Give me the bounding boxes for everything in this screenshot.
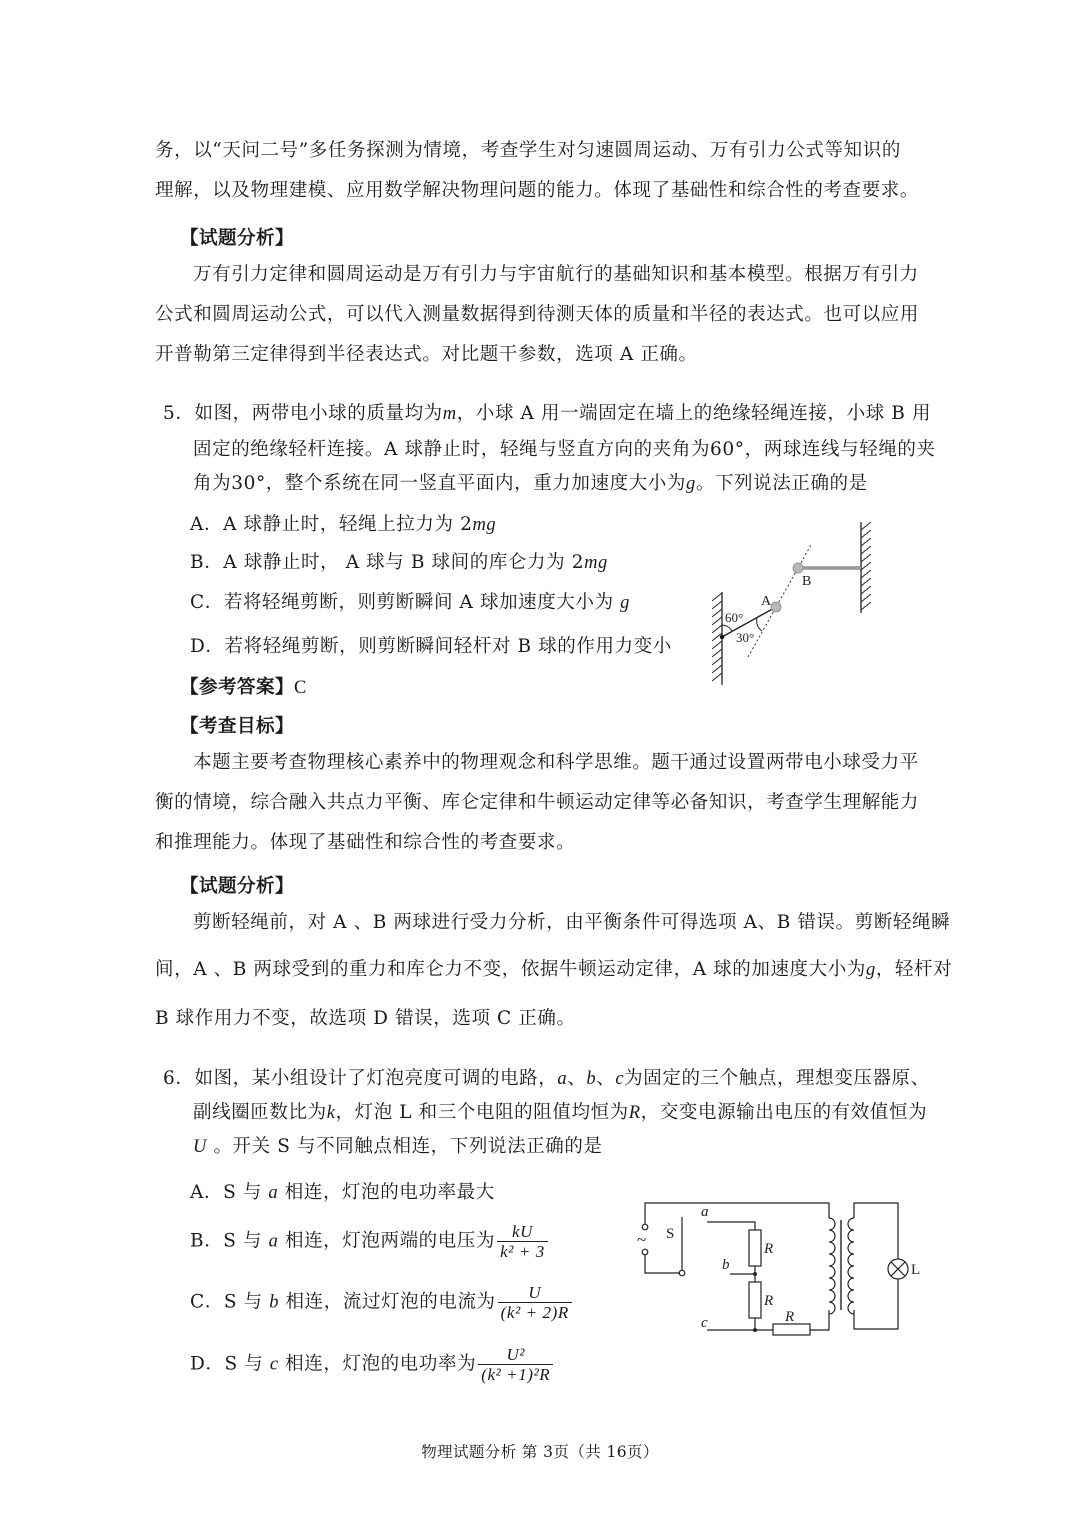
q5-stem-line-2: 固定的绝缘轻杆连接。A 球静止时，轻绳与竖直方向的夹角为60°，两球连线与轻绳的夹 — [193, 439, 936, 460]
angle-30-arc — [757, 618, 762, 631]
page-footer: 物理试题分析 第 3页（共 16页） — [421, 1443, 659, 1461]
contact-c-label: c — [701, 1315, 708, 1331]
rope-anchor-dot — [720, 635, 724, 639]
q5-option-c: C．若将轻绳剪断，则剪断瞬间 A 球加速度大小为 g — [190, 592, 631, 613]
q5-answer-value: C — [294, 678, 307, 698]
resistor-1-label: R — [764, 1241, 774, 1257]
q5-analysis-line-2: 间，A 、B 两球受到的重力和库仑力不变，依据牛顿运动定律，A 球的加速度大小为g，轻杆对 — [155, 959, 953, 980]
switch-label: S — [666, 1226, 675, 1242]
q6-stem-line-3: U 。开关 S 与不同触点相连，下列说法正确的是 — [193, 1136, 603, 1157]
q5-analysis-header: 【试题分析】 — [180, 876, 295, 897]
q6-option-b: B．S 与 a 相连，灯泡两端的电压为 $\frac{kU}{\text{k² + 3}}$ — [190, 1222, 548, 1261]
q5-number: 5． — [163, 403, 195, 424]
q6-circuit-diagram — [625, 1190, 935, 1345]
q6-option-a: A．S 与 a 相连，灯泡的电功率最大 — [190, 1182, 495, 1203]
q4-goal-line-2: 理解，以及物理建模、应用数学解决物理问题的能力。体现了基础性和综合性的考查要求。 — [155, 180, 920, 201]
q5-analysis-line-1: 剪断轻绳前，对 A 、B 两球进行受力分析，由平衡条件可得选项 A、B 错误。剪断轻绳瞬 — [193, 912, 951, 933]
contact-b-label: b — [722, 1257, 730, 1273]
q5-option-b: B．A 球静止时， A 球与 B 球间的库仑力为 2mg — [190, 552, 608, 573]
q4-analysis-line-1: 万有引力定律和圆周运动是万有引力与宇宙航行的基础知识和基本模型。根据万有引力 — [193, 264, 919, 285]
junction-c — [753, 1328, 757, 1332]
q5-answer — [180, 673, 307, 699]
resistor-2 — [749, 1282, 761, 1318]
switch-pivot — [679, 1270, 685, 1276]
fraction: $\frac{kU}{\text{k² + 3}}$ — [497, 1222, 548, 1261]
primary-coil — [829, 1218, 835, 1314]
junction-b — [753, 1272, 757, 1276]
q4-goal-line-1: 务，以“天问二号”多任务探测为情境，考查学生对匀速圆周运动、万有引力公式等知识的 — [155, 140, 901, 161]
lamp-label: L — [911, 1262, 921, 1278]
fraction: $\frac{\text{U²}}{\text{(k² +1)²R}}$ — [478, 1345, 553, 1384]
ball-a — [771, 602, 781, 612]
ball-b — [793, 563, 803, 573]
ac-terminal-top — [642, 1224, 648, 1230]
contact-a-label: a — [701, 1204, 709, 1220]
label-ball-a: A — [761, 594, 772, 609]
q5-stem-line-3: 角为30°，整个系统在同一竖直平面内，重力加速度大小为g。下列说法正确的是 — [193, 473, 868, 494]
resistor-3 — [773, 1324, 810, 1335]
dotted-connecting-line — [748, 545, 811, 657]
q6-option-c: C．S 与 b 相连，流过灯泡的电流为 $\frac{U}{\text{(k² + 2)R}}$ — [190, 1283, 572, 1322]
q6-option-d: D．S 与 c 相连，灯泡的电功率为 $\frac{\text{U²}}{\text{(k² +1)²R}}$ — [190, 1345, 553, 1384]
top-wire — [645, 1203, 829, 1224]
q5-analysis-line-3: B 球作用力不变，故选项 D 错误，选项 C 正确。 — [155, 1008, 576, 1029]
q4-analysis-header: 【试题分析】 — [180, 228, 295, 249]
label-angle-30: 30° — [736, 630, 755, 645]
label-ball-b: B — [802, 574, 812, 589]
q5-figure — [700, 515, 880, 690]
q5-option-d: D．若将轻绳剪断，则剪断瞬间轻杆对 B 球的作用力变小 — [190, 636, 672, 657]
q5-goal-line-2: 衡的情境，综合融入共点力平衡、库仑定律和牛顿运动定律等必备知识，考查学生理解能力 — [155, 792, 920, 813]
angle-60-arc — [722, 625, 732, 631]
fraction: $\frac{U}{\text{(k² + 2)R}}$ — [498, 1283, 572, 1322]
ac-terminal-bottom — [642, 1249, 648, 1255]
q5-stem-line-1: 5．如图，两带电小球的质量均为m，小球 A 用一端固定在墙上的绝缘轻绳连接，小球 B 用 — [163, 403, 932, 424]
q4-analysis-line-2: 公式和圆周运动公式，可以代入测量数据得到待测天体的质量和半径的表达式。也可以应用 — [155, 304, 920, 325]
resistor-1 — [749, 1230, 761, 1266]
q4-analysis-line-3: 开普勒第三定律得到半径表达式。对比题干参数，选项 A 正确。 — [155, 344, 698, 365]
q5-goal-line-1: 本题主要考查物理核心素养中的物理观念和科学思维。题干通过设置两带电小球受力平 — [193, 752, 919, 773]
q5-goal-line-3: 和推理能力。体现了基础性和综合性的考查要求。 — [155, 832, 576, 853]
resistor-3-label: R — [785, 1309, 795, 1325]
q6-stem-line-1: 6．如图，某小组设计了灯泡亮度可调的电路，a、b、c为固定的三个触点，理想变压器原、 — [163, 1068, 930, 1089]
q5-answer-header: 【参考答案】 — [180, 677, 295, 698]
secondary-coil — [848, 1218, 854, 1314]
resistor-2-label: R — [764, 1293, 774, 1309]
q6-stem-line-2: 副线圈匝数比为k，灯泡 L 和三个电阻的阻值均恒为R，交变电源输出电压的有效值恒为 — [193, 1102, 928, 1123]
label-angle-60: 60° — [725, 610, 744, 625]
q5-option-a: A．A 球静止时，轻绳上拉力为 2mg — [190, 514, 497, 535]
q5-goal-header: 【考查目标】 — [180, 716, 295, 737]
ac-source-symbol: ~ — [637, 1230, 647, 1249]
right-wall — [861, 522, 871, 613]
q6-number: 6． — [163, 1068, 195, 1089]
